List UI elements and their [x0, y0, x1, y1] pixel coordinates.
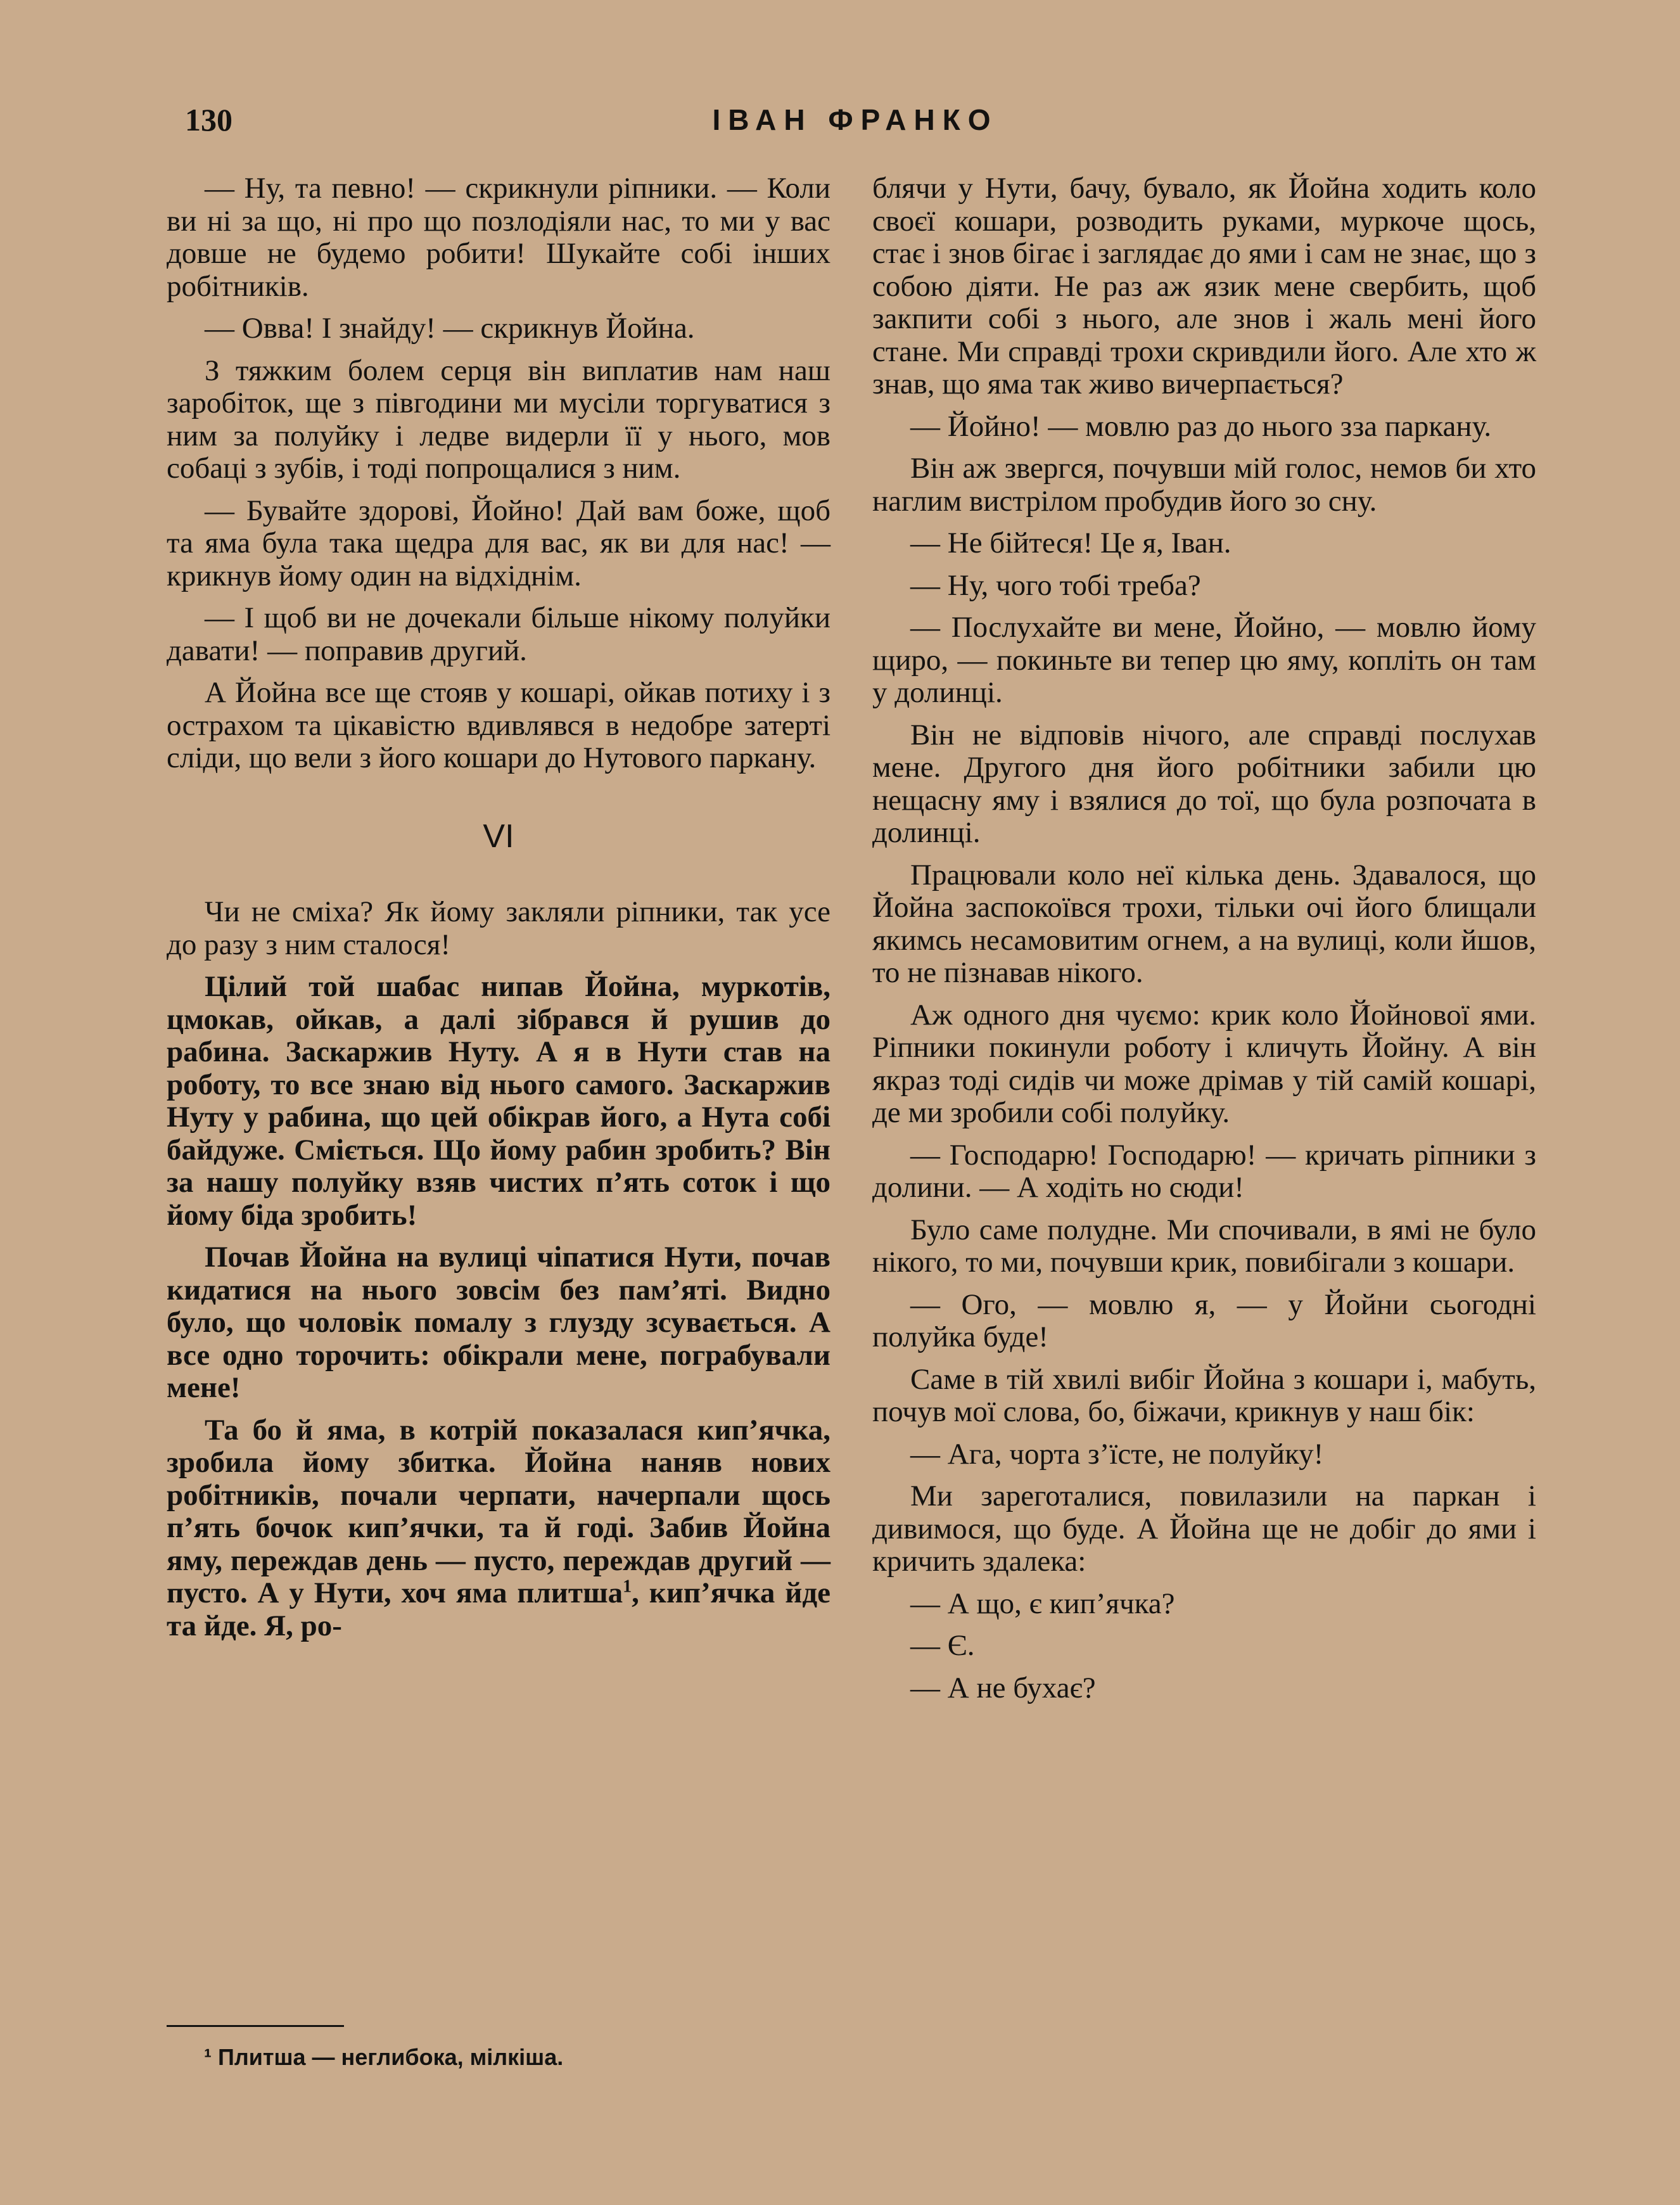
- right-column: [872, 172, 1536, 1714]
- running-title: ІВАН ФРАНКО: [712, 103, 998, 136]
- paragraph-text-continued: , кип’ячка йде та йде. Я, ро-: [167, 1576, 830, 1642]
- paragraph: Саме в тій хвилі вибіг Йойна з кошари і, мабуть, почув мої слова, бо, біжачи, крикнув у наш бік:: [872, 1362, 1536, 1428]
- paragraph: — Йойно! — мовлю раз до нього зза паркану.: [910, 409, 1492, 443]
- paragraph: Працювали коло неї кілька день. Здавалося, що Йойна заспокоївся трохи, тільки очі його блищали якимсь несамовитим огнем, а на вулиці, коли йшов, то не пізнавав нікого.: [872, 858, 1536, 989]
- paragraph: — Бувайте здорові, Йойно! Дай вам боже, щоб та яма була така щедра для вас, як ви для нас! — крикнув йому один на відхіднім.: [167, 494, 830, 592]
- paragraph: — Послухайте ви мене, Йойно, — мовлю йому щиро, — покиньте ви тепер цю яму, копліть он там у долинці.: [872, 611, 1536, 709]
- paragraph: — Овва! І знайду! — скрикнув Йойна.: [205, 312, 695, 345]
- left-column: [167, 172, 830, 1652]
- page-number: 130: [185, 102, 232, 137]
- paragraph: Аж одного дня чуємо: крик коло Йойнової ями. Ріпники покинули роботу і кличуть Йойну. А він якраз тоді сидів чи може дрімав у тій самій кошарі, де ми зробили собі полуйку.: [872, 998, 1536, 1129]
- paragraph: — Господарю! Господарю! — кричать ріпники з долини. — А ходіть но сюди!: [872, 1138, 1536, 1204]
- paragraph: Цілий той шабас нипав Йойна, муркотів, цмокав, ойкав, а далі зібрався й рушив до рабина. Заскаржив Нуту. А я в Нути став на роботу, то все знаю від нього самого. Заскаржив Нуту у рабина, що цей обікрав його, а Нута собі байдуже. Сміється. Що йому рабин зробить? Він за нашу полуйку взяв чистих п’ять соток і що йому біда зробить!: [167, 970, 830, 1232]
- paragraph: — Є.: [910, 1629, 975, 1662]
- paragraph: блячи у Нути, бачу, бувало, як Йойна ходить коло своєї кошари, розводить руками, муркоче щось, стає і знов бігає і заглядає до ями і сам не знає, що з собою діяти. Не раз аж язик мене свербить, щоб закпити собі з нього, але знов і жаль мені його стане. Ми справді трохи скривдили його. Але хто ж знав, що яма так живо вичерпається?: [872, 172, 1536, 400]
- paragraph: Ми зареготалися, повилазили на паркан і дивимося, що буде. А Йойна ще не добіг до ями і кричить здалека:: [872, 1480, 1536, 1578]
- paragraph: Він не відповів нічого, але справді послухав мене. Другого дня його робітники забили цю нещасну яму і взялися до тої, що була розпочата в долинці.: [872, 718, 1536, 849]
- paragraph: З тяжким болем серця він виплатив нам наш заробіток, ще з півгодини ми мусіли торгуватися з ним за полуйку і ледве видерли її у нього, мов собаці з зубів, і тоді попрощалися з ним.: [167, 354, 830, 485]
- footnote: ¹ Плитша — неглибока, мілкіша.: [204, 2044, 564, 2070]
- footnote-divider: [167, 2025, 344, 2027]
- paragraph: — Ого, — мовлю я, — у Йойни сьогодні полуйка буде!: [872, 1288, 1536, 1353]
- footnote-reference: 1: [623, 1576, 632, 1597]
- paragraph: — Ага, чорта з’їсте, не полуйку!: [910, 1437, 1324, 1471]
- paragraph: [167, 1414, 830, 1643]
- paragraph: А Йойна все ще стояв у кошарі, ойкав потиху і з острахом та цікавістю вдивлявся в недобре затерті сліди, що вели з його кошари до Нутового паркану.: [167, 676, 830, 774]
- paragraph: — А не бухає?: [910, 1671, 1096, 1704]
- paragraph: — І щоб ви не дочекали більше нікому полуйки давати! — поправив другий.: [167, 601, 830, 667]
- paragraph: — А що, є кип’ячка?: [910, 1587, 1175, 1620]
- section-heading: VI: [483, 817, 514, 855]
- paragraph: Було саме полудне. Ми спочивали, в ямі не було нікого, то ми, почувши крик, повибігали з кошари.: [872, 1213, 1536, 1279]
- paragraph: Почав Йойна на вулиці чіпатися Нути, почав кидатися на нього зовсім без пам’яті. Видно було, що чоловік помалу з глузду зсувається. А все одно торочить: обікрали мене, пограбували мене!: [167, 1241, 830, 1404]
- paragraph-text: Та бо й яма, в котрій показалася кип’ячка, зробила йому збитка. Йойна наняв нових робітників, почали черпати, начерпали щось п’ять бочок кип’ячки, та й годі. Забив Йойна яму, переждав день — пусто, переждав другий — пусто. А у Нути, хоч яма плитша: [167, 1413, 830, 1609]
- paragraph: Чи не сміха? Як йому закляли ріпники, так усе до разу з ним сталося!: [167, 895, 830, 961]
- paragraph: — Ну, та певно! — скрикнули ріпники. — Коли ви ні за що, ні про що позлодіяли нас, то ми у вас довше не будемо робити! Шукайте собі інших робітників.: [167, 172, 830, 303]
- paragraph: — Не бійтеся! Це я, Іван.: [910, 527, 1231, 559]
- paragraph: Він аж звергся, почувши мій голос, немов би хто наглим вистрілом пробудив його зо сну.: [872, 452, 1536, 518]
- paragraph: — Ну, чого тобі треба?: [910, 568, 1201, 602]
